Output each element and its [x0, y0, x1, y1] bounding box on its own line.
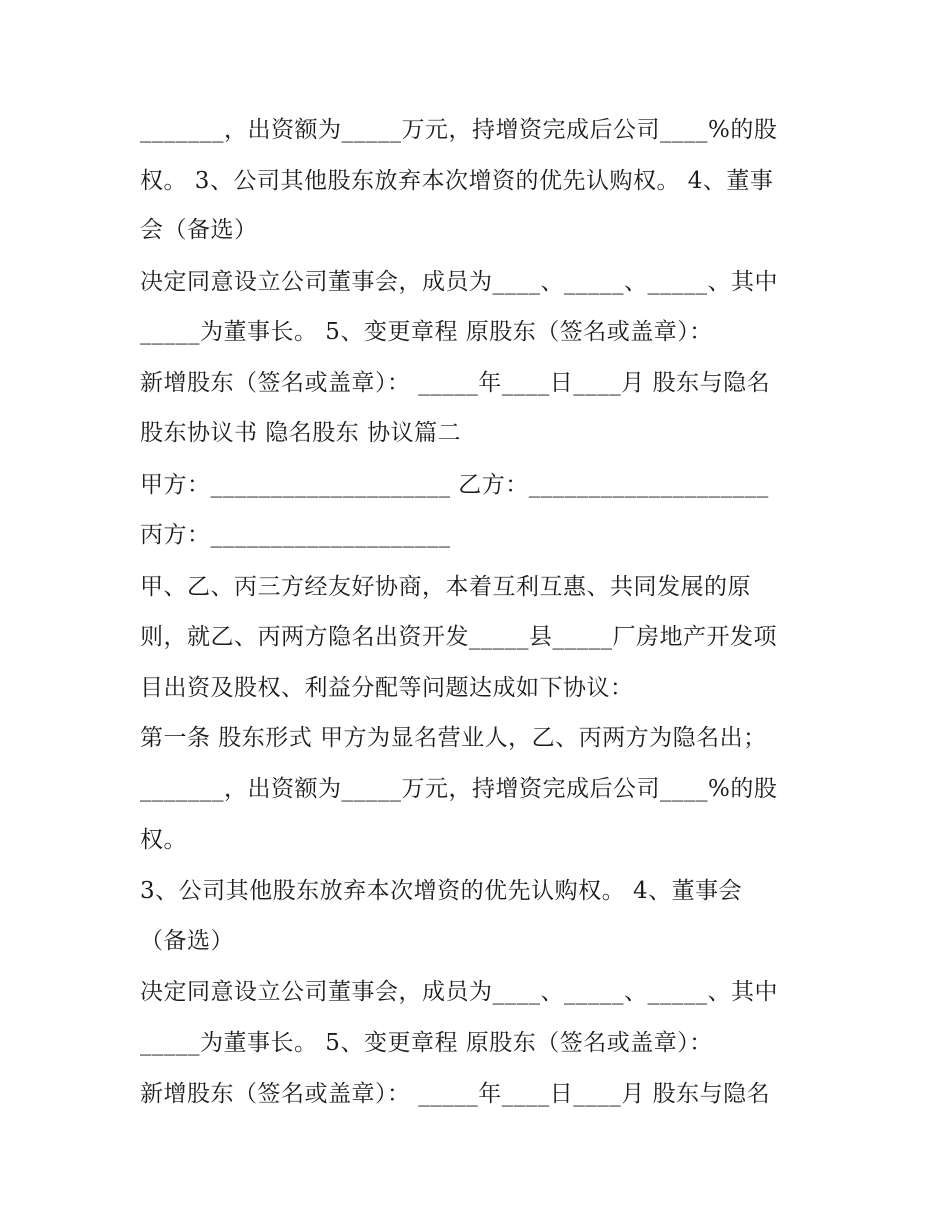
text-line: _____为董事长。 5、变更章程 原股东（签名或盖章）：	[140, 1030, 713, 1056]
text-line: 新增股东（签名或盖章）： _____年____日____月 股东与隐名	[140, 1081, 771, 1107]
text-line: 第一条 股东形式 甲方为显名营业人，乙、丙两方为隐名出；	[140, 725, 767, 751]
text-line: _____为董事长。 5、变更章程 原股东（签名或盖章）：	[140, 319, 713, 345]
text-line: 权。 3、公司其他股东放弃本次增资的优先认购权。 4、董事	[140, 168, 774, 194]
text-line: 新增股东（签名或盖章）： _____年____日____月 股东与隐名	[140, 370, 771, 396]
text-line: 目出资及股权、利益分配等问题达成如下协议：	[140, 675, 634, 701]
text-line: （备选）	[140, 928, 234, 954]
text-line: 甲、乙、丙三方经友好协商，本着互利互惠、共同发展的原	[140, 574, 751, 600]
text-line: 权。	[140, 827, 187, 853]
text-line: _______，出资额为_____万元，持增资完成后公司____%的股	[140, 117, 778, 143]
text-line: 决定同意设立公司董事会，成员为____、_____、_____、其中	[140, 979, 778, 1005]
text-line: 决定同意设立公司董事会，成员为____、_____、_____、其中	[140, 269, 778, 295]
text-line: 股东协议书 隐名股东 协议篇二	[140, 420, 462, 446]
text-line: 丙方：____________________	[140, 522, 451, 548]
text-line: 甲方：____________________ 乙方：____________________	[140, 472, 769, 498]
text-line: 则，就乙、丙两方隐名出资开发_____县_____厂房地产开发项	[140, 624, 777, 650]
text-line: 3、公司其他股东放弃本次增资的优先认购权。 4、董事会	[140, 878, 743, 904]
text-line: 会（备选）	[140, 217, 258, 243]
text-line: _______，出资额为_____万元，持增资完成后公司____%的股	[140, 776, 778, 802]
